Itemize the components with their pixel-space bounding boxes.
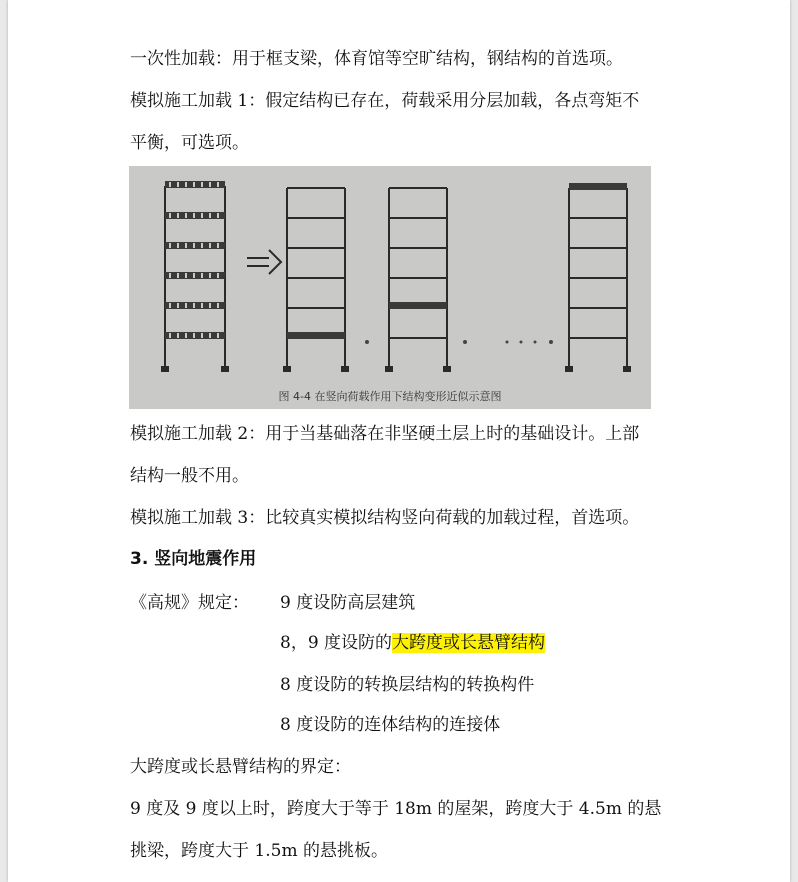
document-page: [8, 0, 790, 882]
paragraph-one-time-loading: 一次性加载：用于框支梁，体育馆等空旷结构，钢结构的首选项。: [130, 49, 623, 69]
paragraph-construction-loading-3: 模拟施工加载 3：比较真实模拟结构竖向荷载的加载过程，首选项。: [130, 508, 640, 528]
rule-item-3: 8 度设防的转换层结构的转换构件: [280, 675, 535, 695]
section-heading: 3. 竖向地震作用: [130, 549, 257, 569]
rule-item-4: 8 度设防的连体结构的连接体: [280, 715, 501, 735]
definition-line-2: 挑梁，跨度大于 1.5m 的悬挑板。: [130, 841, 388, 861]
structure-deformation-figure: [129, 166, 651, 409]
highlighted-text: 大跨度或长悬臂结构: [392, 633, 546, 653]
rule-item-2: [280, 632, 545, 654]
definition-title: 大跨度或长悬臂结构的界定：: [130, 757, 351, 777]
paragraph-construction-loading-1: 模拟施工加载 1：假定结构已存在，荷载采用分层加载，各点弯矩不: [130, 91, 640, 111]
paragraph-construction-loading-2-cont: 结构一般不用。: [130, 466, 249, 486]
definition-line-1: 9 度及 9 度以上时，跨度大于等于 18m 的屋架，跨度大于 4.5m 的悬: [130, 799, 662, 819]
rule-item-1: 9 度设防高层建筑: [280, 593, 416, 613]
paragraph-construction-loading-1-cont: 平衡，可选项。: [130, 133, 249, 153]
rules-label: 《高规》规定：: [130, 593, 249, 613]
rule-item-2-prefix: 8，9 度设防的: [280, 633, 393, 653]
frame-diagram: [129, 166, 651, 409]
figure-caption: 图 4-4 在竖向荷载作用下结构变形近似示意图: [278, 390, 502, 403]
paragraph-construction-loading-2: 模拟施工加载 2：用于当基础落在非坚硬土层上时的基础设计。上部: [130, 424, 640, 444]
